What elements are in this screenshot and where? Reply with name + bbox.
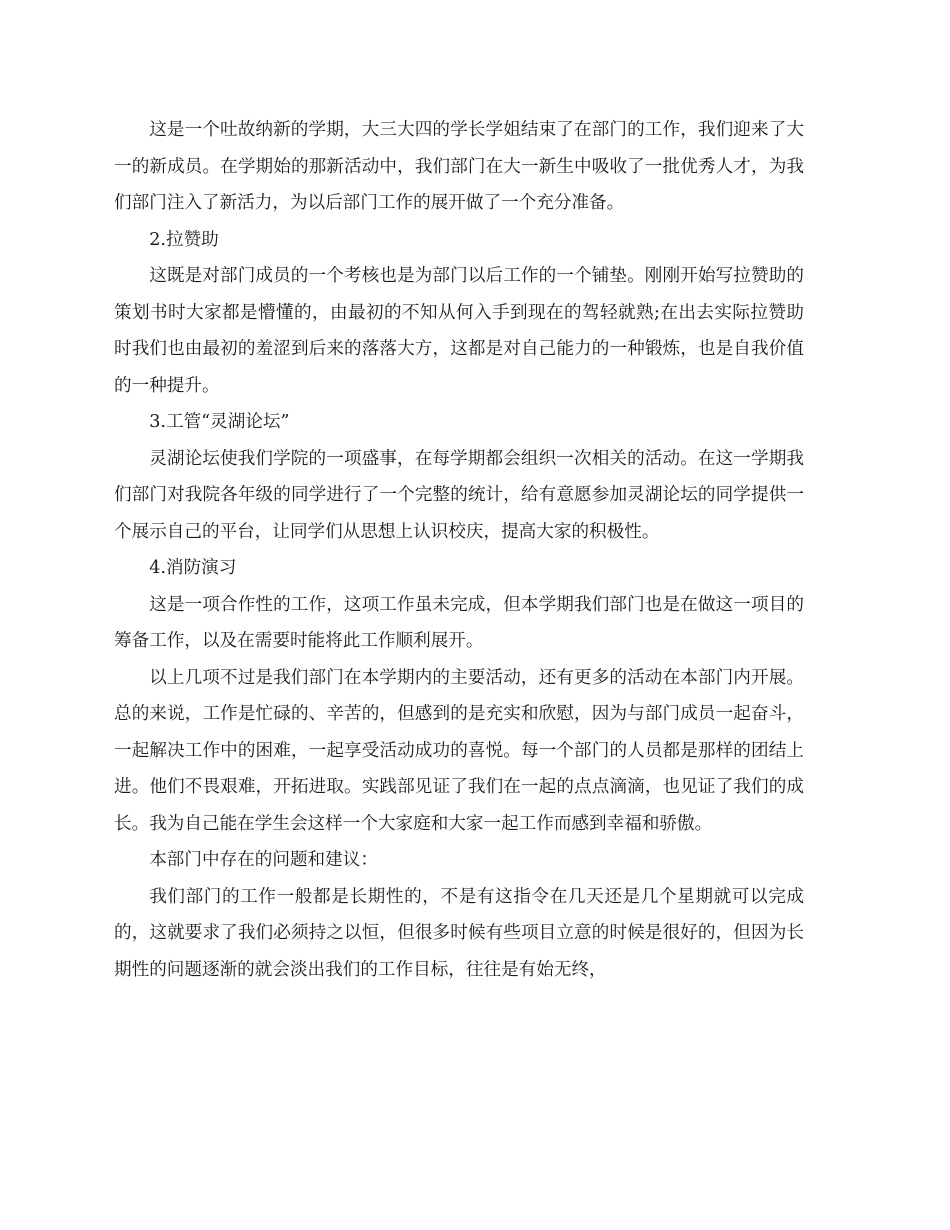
paragraph-sponsorship: 这既是对部门成员的一个考核也是为部门以后工作的一个铺垫。刚刚开始写拉赞助的策划书时大家都是懵懂的，由最初的不知从何入手到现在的驾轻就熟;在出去实际拉赞助时我们也由最初的羞涩到后来的落落大方，这都是对自己能力的一种锻炼，也是自我价值的一种提升。: [114, 266, 804, 396]
section-heading-problems: 本部门中存在的问题和建议：: [149, 850, 378, 870]
paragraph-summary: 以上几项不过是我们部门在本学期内的主要活动，还有更多的活动在本部门内开展。总的来说，工作是忙碌的、辛苦的，但感到的是充实和欣慰，因为与部门成员一起奋斗，一起解决工作中的困难，一起享受活动成功的喜悦。每一个部门的人员都是那样的团结上进。他们不畏艰难，开拓进取。实践部见证了我们在一起的点点滴滴，也见证了我们的成长。我为自己能在学生会这样一个大家庭和大家一起工作而感到幸福和骄傲。: [114, 667, 804, 834]
document-page: [114, 112, 804, 988]
section-heading-fire-drill: 4.消防演习: [149, 558, 237, 578]
section-heading-linghu-forum: 3.工管“灵湖论坛”: [149, 412, 290, 432]
paragraph-problems: 我们部门的工作一般都是长期性的，不是有这指令在几天还是几个星期就可以完成的，这就要求了我们必须持之以恒，但很多时候有些项目立意的时候是很好的，但因为长期性的问题逐渐的就会淡出我们的工作目标，往往是有始无终，: [114, 886, 804, 980]
paragraph-intro: 这是一个吐故纳新的学期，大三大四的学长学姐结束了在部门的工作，我们迎来了大一的新成员。在学期始的那新活动中，我们部门在大一新生中吸收了一批优秀人才，为我们部门注入了新活力，为以后部门工作的展开做了一个充分准备。: [114, 120, 804, 213]
section-heading-sponsorship: 2.拉赞助: [149, 229, 219, 250]
paragraph-fire-drill: 这是一项合作性的工作，这项工作虽未完成，但本学期我们部门也是在做这一项目的筹备工作，以及在需要时能将此工作顺利展开。: [114, 594, 804, 651]
paragraph-linghu-forum: 灵湖论坛使我们学院的一项盛事，在每学期都会组织一次相关的活动。在这一学期我们部门对我院各年级的同学进行了一个完整的统计，给有意愿参加灵湖论坛的同学提供一个展示自己的平台，让同学们从思想上认识校庆，提高大家的积极性。: [114, 448, 804, 542]
